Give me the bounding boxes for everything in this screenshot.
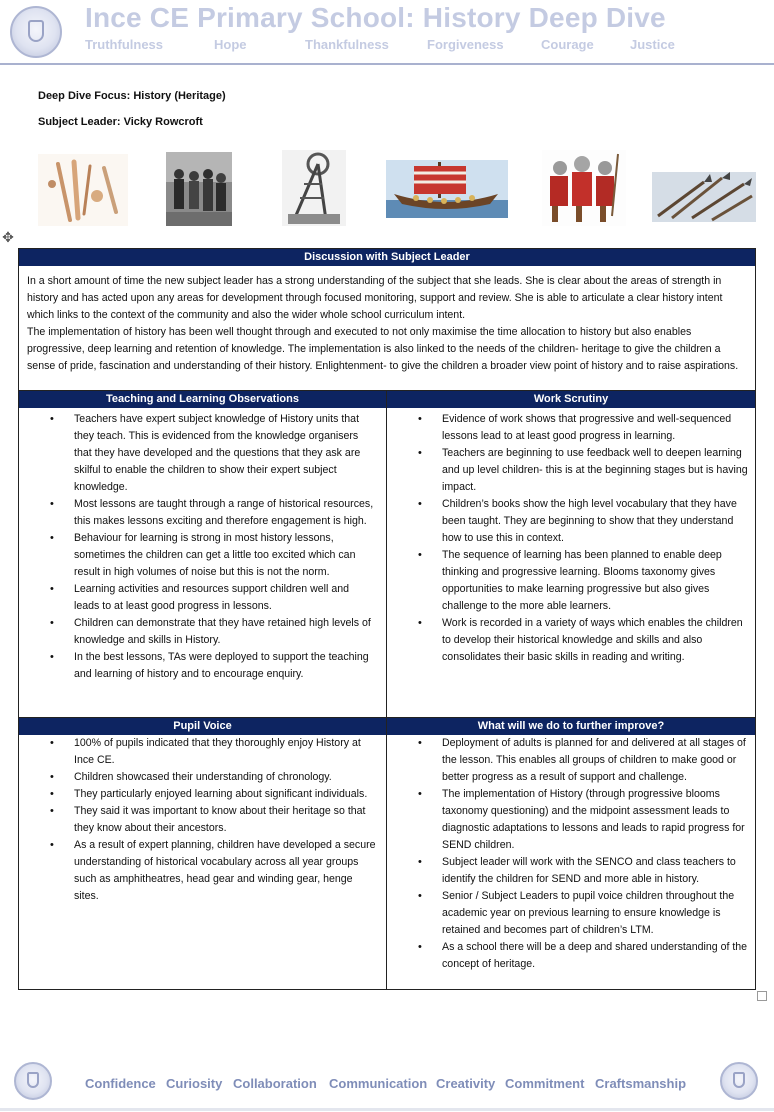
viking-ship-icon <box>386 160 508 218</box>
pupil-voice-list <box>19 735 377 905</box>
page-footer <box>0 1056 774 1112</box>
scrutiny-list <box>387 411 751 666</box>
wooden-tools-icon <box>38 154 128 226</box>
family-photo-icon <box>166 152 232 226</box>
value-label: Thankfulness <box>305 37 389 52</box>
discussion-paragraph: In a short amount of time the new subject leader has a strong understanding of the subject that she leads. She is clear about the areas of strength in history and has acted upon any areas for development through focused monitoring, support and review. She is able to articulate a clear history intent which links to the context of the community and also the wider whole school curriculum intent. <box>27 275 723 321</box>
value-label: Justice <box>630 37 675 52</box>
list-item: • Children showcased their understanding of chronology. <box>19 769 377 786</box>
list-item: • The implementation of History (through progressive blooms taxonomy questioning) and the midpoint assessment leads to diagnostic adaptations to lessons and leads to rapid progress for SEND children. <box>387 786 751 854</box>
discussion-heading: Discussion with Subject Leader <box>19 249 755 266</box>
teaching-list <box>19 411 377 683</box>
list-item: • Work is recorded in a variety of ways which enables the children to develop their historical knowledge and skills and also consolidates their basic skills in reading and writing. <box>387 615 751 666</box>
value-label: Forgiveness <box>427 37 504 52</box>
deep-dive-table <box>18 248 756 990</box>
pupil-voice-heading: Pupil Voice <box>19 718 386 735</box>
roman-soldiers-icon <box>542 150 626 226</box>
page-title: Ince CE Primary School: History Deep Dive <box>85 2 666 33</box>
value-label: Communication <box>329 1076 428 1091</box>
value-label: Curiosity <box>166 1076 223 1091</box>
list-item: • As a result of expert planning, children have developed a secure understanding of historical vocabulary across all year groups such as amphitheatres, head gear and winding gear, henge sites. <box>19 837 377 905</box>
list-item: • Evidence of work shows that progressive and well-sequenced lessons lead to at least good progress in learning. <box>387 411 751 445</box>
value-label: Truthfulness <box>85 37 164 52</box>
value-label: Commitment <box>505 1076 585 1091</box>
table-resize-handle[interactable] <box>757 991 767 1001</box>
header-divider <box>0 63 774 65</box>
list-item: • They particularly enjoyed learning about significant individuals. <box>19 786 377 803</box>
list-item: • They said it was important to know about their heritage so that they know about their ancestors. <box>19 803 377 837</box>
scrutiny-heading: Work Scrutiny <box>387 391 755 408</box>
list-item: • As a school there will be a deep and shared understanding of the concept of heritage. <box>387 939 751 973</box>
list-item: • The sequence of learning has been planned to enable deep thinking and progressive learning. Blooms taxonomy gives opportunities to make learning progressive but also gives challenge to the more able learners. <box>387 547 751 615</box>
list-item: • Most lessons are taught through a range of historical resources, this makes lessons exciting and therefore engagement is high. <box>19 496 377 530</box>
list-item: • Children can demonstrate that they have retained high levels of knowledge and skills in History. <box>19 615 377 649</box>
spears-icon <box>652 172 756 222</box>
list-item: • Subject leader will work with the SENCO and class teachers to identify the children for SEND and more able in history. <box>387 854 751 888</box>
improve-list <box>387 735 751 973</box>
pit-head-gear-icon <box>282 150 346 226</box>
improve-heading: What will we do to further improve? <box>387 718 755 735</box>
value-label: Hope <box>214 37 247 52</box>
school-crest-icon <box>720 1062 758 1100</box>
page-header <box>0 0 774 66</box>
table-move-handle-icon[interactable]: ✥ <box>2 229 14 245</box>
list-item: • Teachers are beginning to use feedback well to deepen learning and up level children- this is at the beginning stages but is having impact. <box>387 445 751 496</box>
value-label: Courage <box>541 37 594 52</box>
list-item: • In the best lessons, TAs were deployed to support the teaching and learning of history and to encourage enquiry. <box>19 649 377 683</box>
value-label: Craftsmanship <box>595 1076 687 1091</box>
values-row-top <box>0 37 774 53</box>
school-crest-icon <box>14 1062 52 1100</box>
list-item: • Senior / Subject Leaders to pupil voice children throughout the academic year on previous learning to ensure knowledge is retained and becomes part of children’s LTM. <box>387 888 751 939</box>
value-label: Confidence <box>85 1076 156 1091</box>
value-label: Collaboration <box>233 1076 317 1091</box>
value-label: Creativity <box>436 1076 496 1091</box>
list-item: • 100% of pupils indicated that they thoroughly enjoy History at Ince CE. <box>19 735 377 769</box>
list-item: • Learning activities and resources support children well and leads to at least good progress in lessons. <box>19 581 377 615</box>
subject-leader: Subject Leader: Vicky Rowcroft <box>38 116 203 128</box>
deep-dive-focus: Deep Dive Focus: History (Heritage) <box>38 90 226 102</box>
list-item: • Teachers have expert subject knowledge of History units that they teach. This is evidenced from the knowledge organisers that they have developed and the questions that they ask are skilful to enable the children to show their expert subject knowledge. <box>19 411 377 496</box>
footer-divider <box>0 1108 774 1111</box>
list-item: • Children’s books show the high level vocabulary that they have been taught. They are beginning to show that they understand how to use this in context. <box>387 496 751 547</box>
list-item: • Behaviour for learning is strong in most history lessons, sometimes the children can get a little too excited which can result in high volumes of noise but this is not the norm. <box>19 530 377 581</box>
history-image-strip <box>0 148 774 228</box>
discussion-paragraph: The implementation of history has been well thought through and executed to not only maximise the time allocation to history but also enables progressive, deep learning and retention of knowledge. The implementation is also linked to the needs of the children- heritage to give the children a sense of pride, fascination and understanding of their history. Enlightenment- to give the children a broader view point of history and to raise aspirations. <box>27 326 739 372</box>
teaching-heading: Teaching and Learning Observations <box>19 391 386 408</box>
discussion-text <box>27 273 749 375</box>
list-item: • Deployment of adults is planned for and delivered at all stages of the lesson. This enables all groups of children to make good or better progress as a result of support and challenge. <box>387 735 751 786</box>
